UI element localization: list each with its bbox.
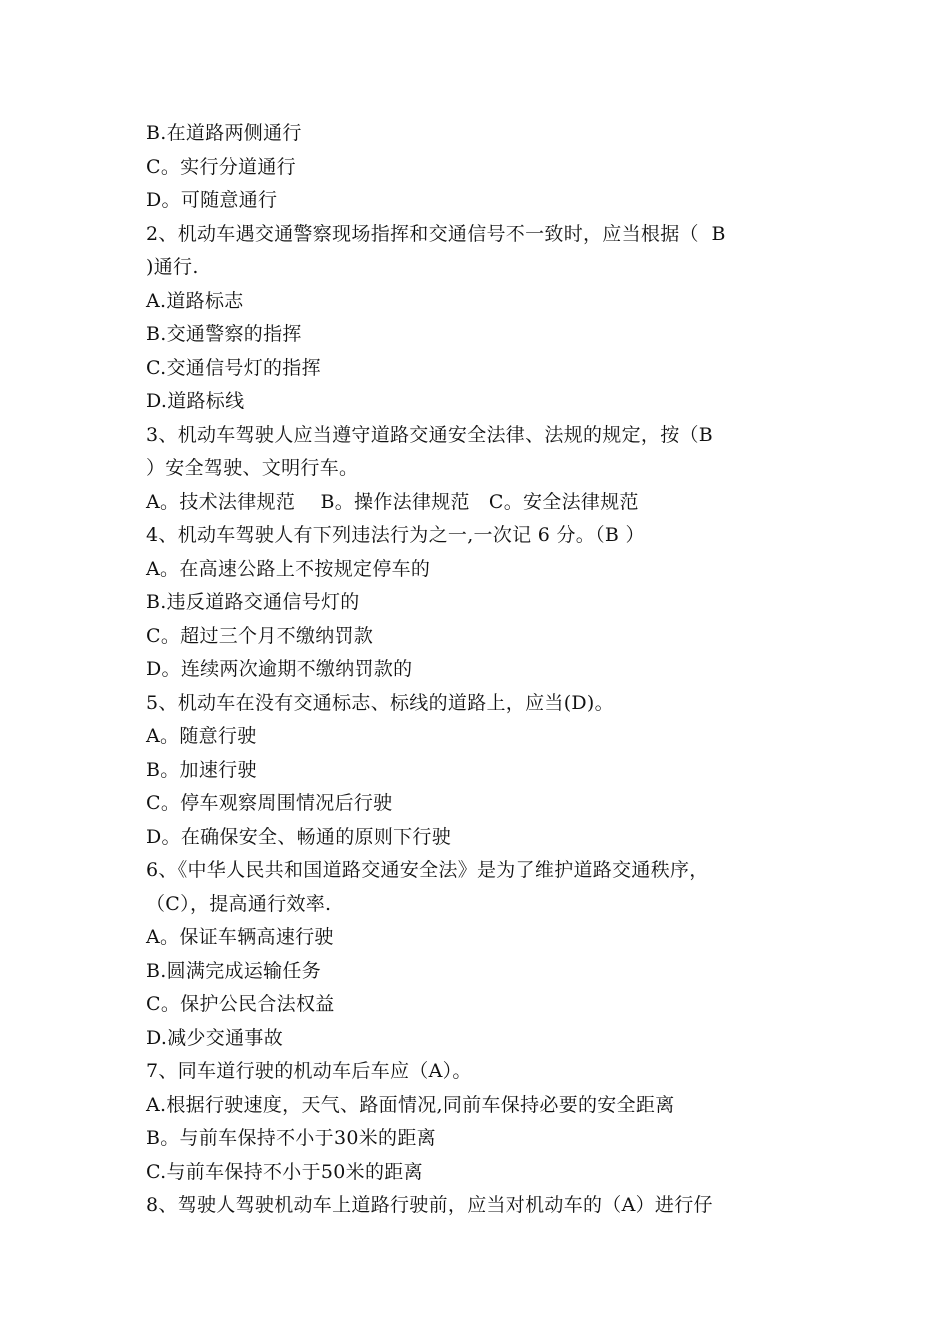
question-line: 7、同车道行驶的机动车后车应（A）。 <box>146 1060 472 1082</box>
option-line: A。随意行驶 <box>146 725 257 747</box>
text-line: C。实行分道通行 <box>146 155 296 178</box>
option-line: B.圆满完成运输任务 <box>146 959 322 982</box>
document-page <box>146 117 816 1223</box>
option-line: B.违反道路交通信号灯的 <box>146 591 360 613</box>
text-line: )通行. <box>146 256 199 278</box>
option-line: C。保护公民合法权益 <box>146 993 335 1015</box>
text-line: B.在道路两侧通行 <box>146 122 302 144</box>
option-line: B.交通警察的指挥 <box>146 323 302 345</box>
question-line: 3、机动车驾驶人应当遵守道路交通安全法律、法规的规定，按（B <box>146 423 714 446</box>
question-line: 4、机动车驾驶人有下列违法行为之一,一次记 6 分。（B ） <box>146 524 645 546</box>
option-line: B。加速行驶 <box>146 758 257 781</box>
option-line: D.道路标线 <box>146 390 245 412</box>
question-line: 8、驾驶人驾驶机动车上道路行驶前，应当对机动车的（A）进行仔 <box>146 1194 713 1216</box>
option-line: A。在高速公路上不按规定停车的 <box>146 557 431 580</box>
option-line: D。连续两次逾期不缴纳罚款的 <box>146 658 413 680</box>
question-line: 2、机动车遇交通警察现场指挥和交通信号不一致时，应当根据（ B <box>146 222 726 245</box>
text-line: ）安全驾驶、文明行车。 <box>146 457 359 479</box>
option-line: D.减少交通事故 <box>146 1026 283 1049</box>
text-line: D。可随意通行 <box>146 189 278 211</box>
option-line: D。在确保安全、畅通的原则下行驶 <box>146 825 452 848</box>
option-line: C.与前车保持不小于50米的距离 <box>146 1160 423 1183</box>
question-line: 5、机动车在没有交通标志、标线的道路上，应当(D)。 <box>146 691 614 714</box>
option-line: A。保证车辆高速行驶 <box>146 926 334 948</box>
option-line: A。技术法律规范 B。操作法律规范 C。安全法律规范 <box>146 490 639 513</box>
text-line: （C），提高通行效率. <box>146 892 332 915</box>
option-line: B。与前车保持不小于30米的距离 <box>146 1127 436 1149</box>
question-line: 6、《中华人民共和国道路交通安全法》是为了维护道路交通秩序， <box>146 859 709 881</box>
option-line: A.根据行驶速度，天气、路面情况,同前车保持必要的安全距离 <box>146 1093 675 1116</box>
option-line: A.道路标志 <box>146 289 244 312</box>
option-line: C.交通信号灯的指挥 <box>146 356 321 379</box>
option-line: C。超过三个月不缴纳罚款 <box>146 624 374 647</box>
option-line: C。停车观察周围情况后行驶 <box>146 792 393 814</box>
